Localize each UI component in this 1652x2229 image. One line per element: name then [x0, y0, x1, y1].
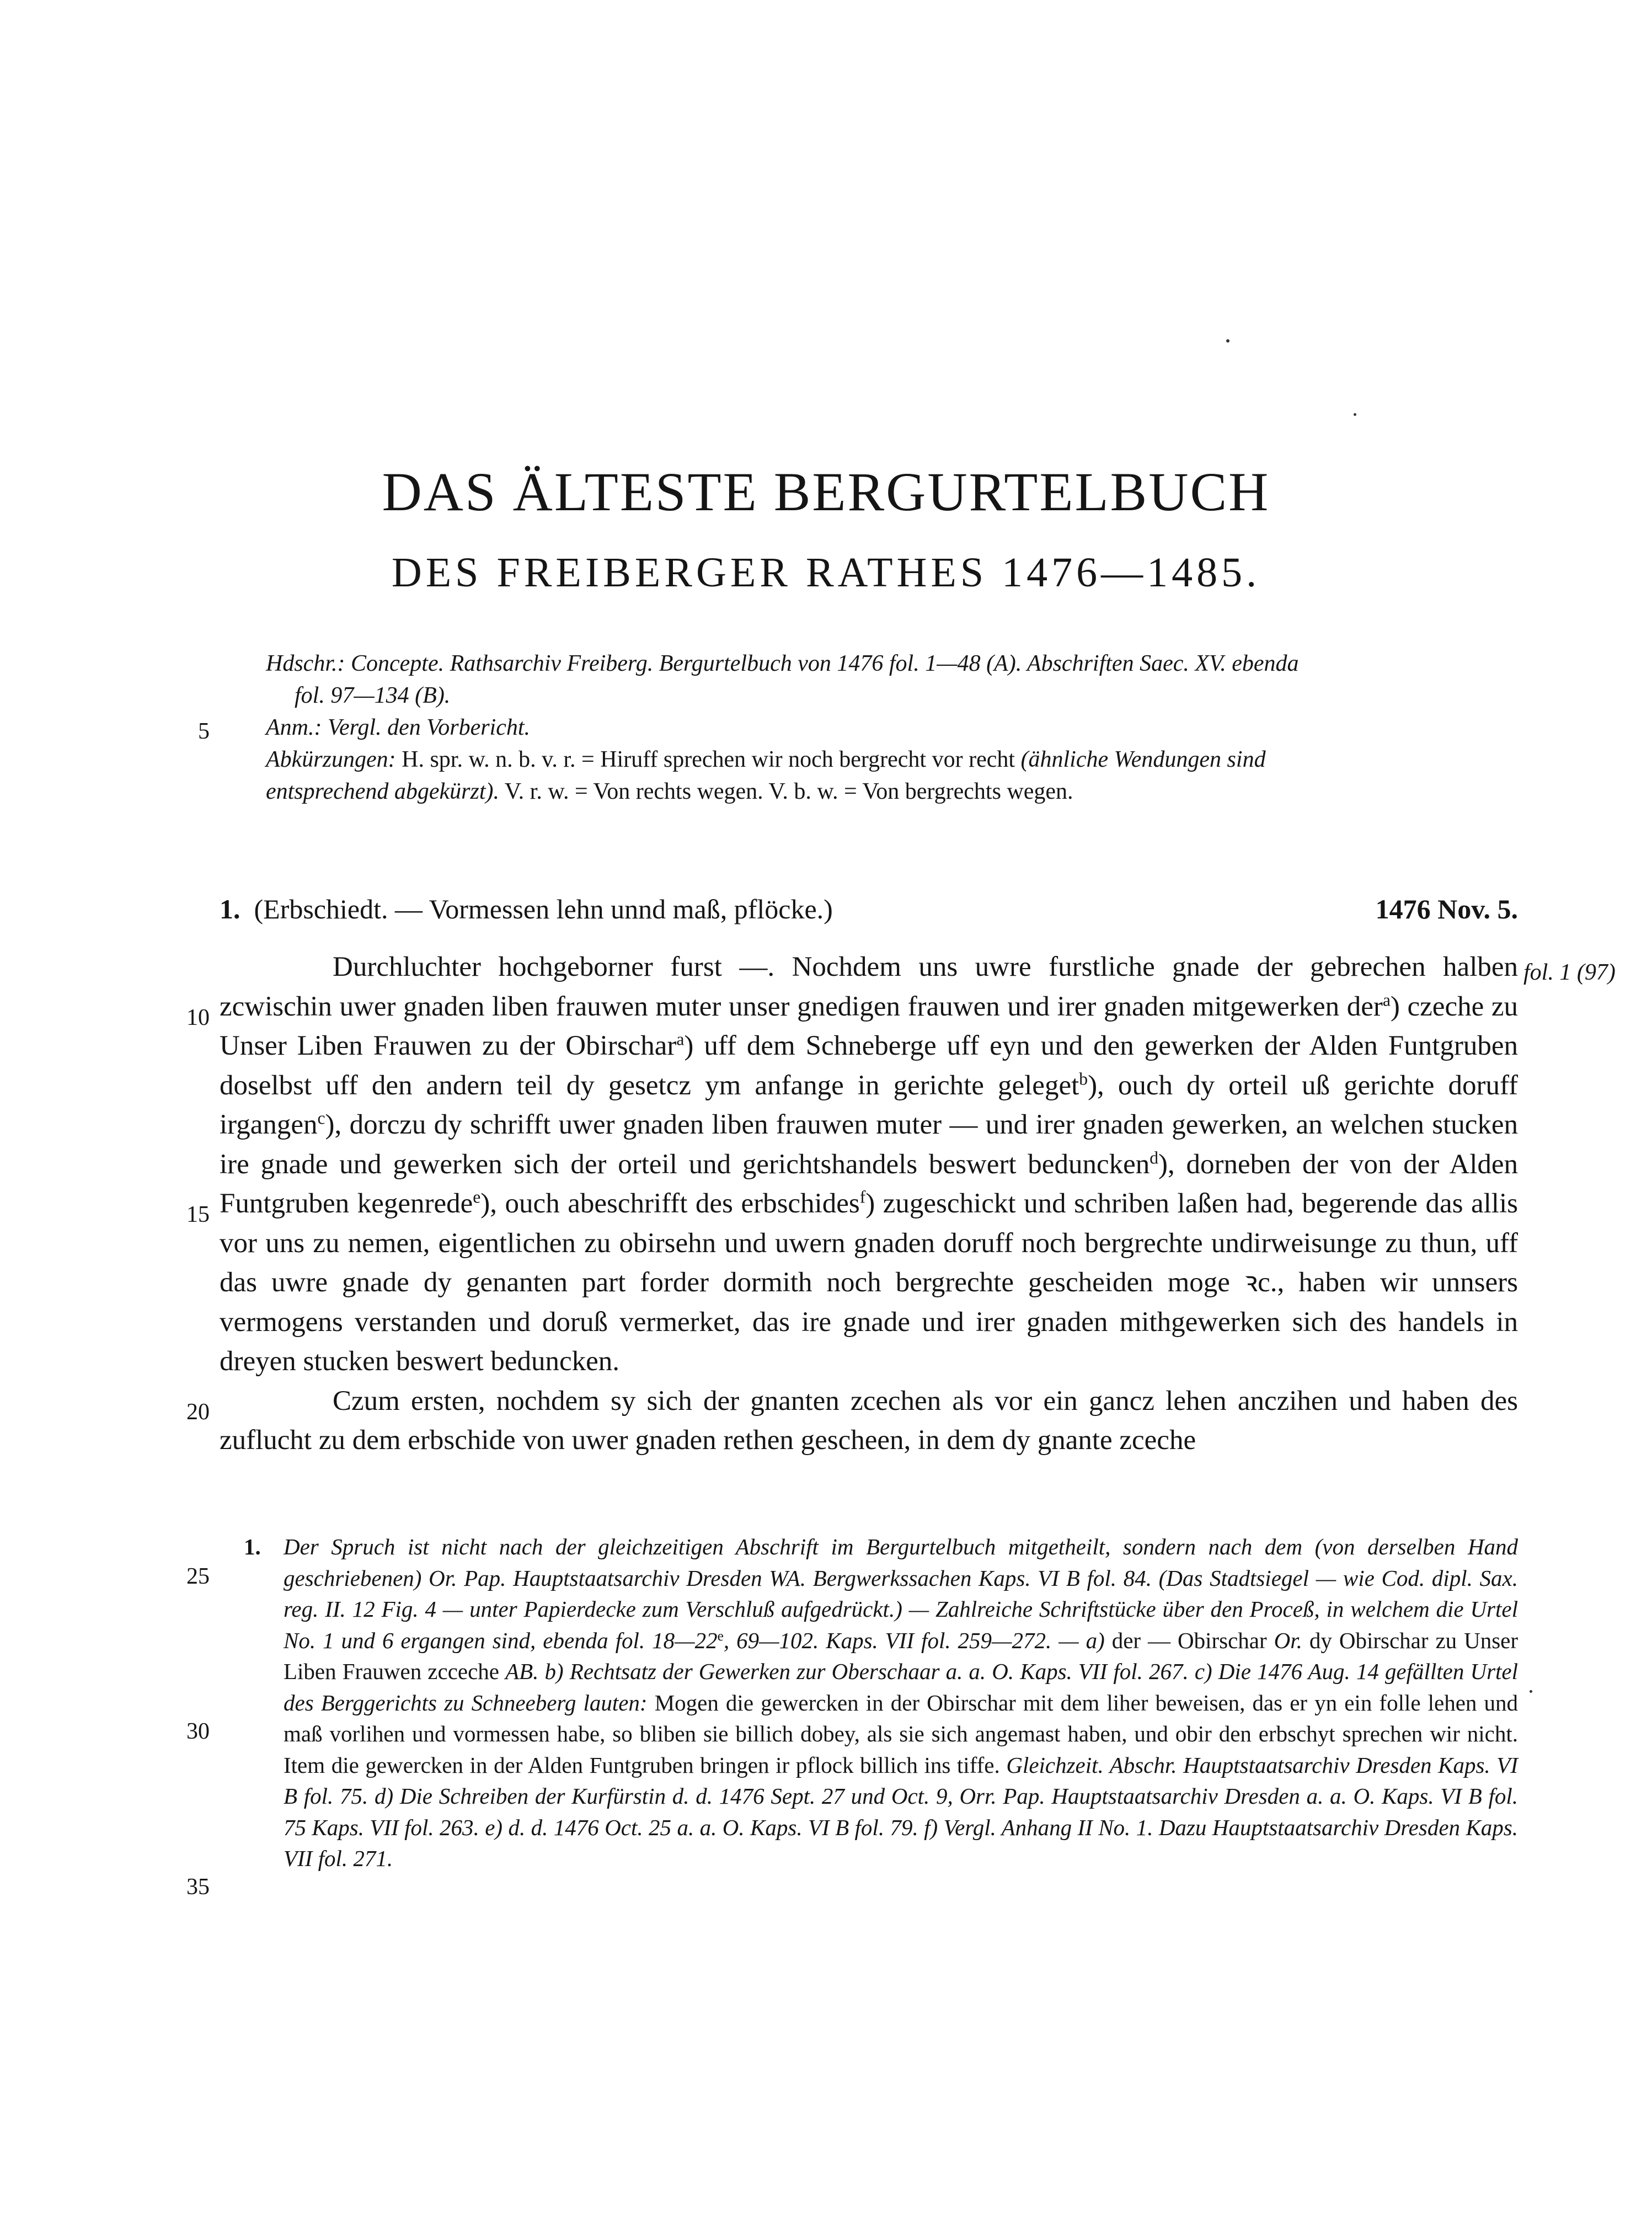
- source-info: [266, 648, 1518, 808]
- text-run: ), ouch abeschrifft des erbschides: [480, 1188, 860, 1219]
- footnote-quote: dy Obirschar zu Unser Liben Frauwen zcceche: [284, 1627, 1519, 1684]
- line-number: 10: [186, 1005, 210, 1030]
- document-heading: [220, 892, 1518, 926]
- body-paragraph-2: Czum ersten, nochdem sy sich der gnanten zcechen als vor ein gancz lehen anczihen und haben des zuflucht zu dem erbschide von uwer gnaden rethen gescheen, in dem dy gnante zceche: [220, 1385, 1518, 1456]
- line-number: 20: [186, 1399, 210, 1425]
- manuscript-line: [266, 648, 1518, 680]
- manuscript-line-cont: [266, 680, 1518, 712]
- annotation-label: Anm.:: [266, 715, 322, 740]
- text-run: ) czeche zu Unser Liben Frauwen zu der Obirschar: [220, 991, 1518, 1061]
- footnote-text: , 69—102. Kaps. VII fol. 259—272. — a): [723, 1627, 1105, 1653]
- footnote-text: f) Vergl. Anhang II No. 1. Dazu Hauptstaatsarchiv Dresden Kaps. VII fol. 271.: [284, 1814, 1518, 1871]
- footnote-mark: a: [1382, 990, 1391, 1010]
- abbreviations-label: Abkürzungen:: [266, 747, 396, 772]
- footnote-mark: e: [473, 1187, 481, 1207]
- footnote-mark: b: [1079, 1069, 1088, 1089]
- manuscript-text: Concepte. Rathsarchiv Freiberg. Bergurtelbuch von 1476 fol. 1—48 (A). Abschriften Saec. XV. ebenda: [351, 651, 1299, 676]
- page-title: DAS ÄLTESTE BERGURTELBUCH: [382, 461, 1270, 522]
- document-number: 1.: [220, 894, 240, 924]
- abbreviations-note: (ähnliche Wendungen sind: [1020, 747, 1266, 772]
- line-number: 30: [186, 1719, 210, 1744]
- footnote-text: AB.: [505, 1659, 539, 1684]
- document-heading-left: [220, 892, 833, 926]
- line-number: 25: [186, 1564, 210, 1589]
- abbreviations-text: H. spr. w. n. b. v. r. = Hiruff sprechen wir noch bergrecht vor recht: [402, 747, 1015, 772]
- footnote-mark: d: [1150, 1148, 1159, 1168]
- footnote-text: Or.: [1274, 1627, 1302, 1653]
- text-run: ), dorneben der von der Alden Funtgruben kegenrede: [220, 1148, 1518, 1219]
- text-run: ), ouch dy orteil uß gerichte doruff irgangen: [220, 1070, 1518, 1140]
- scan-speck: [1354, 413, 1356, 416]
- line-number: 15: [186, 1202, 210, 1227]
- text-run: Durchluchter hochgeborner furst —. Nochdem uns uwre furstliche gnade der gebrechen halben zcwischin uwer gnaden liben frauwen muter unser gnedigen frauwen und irer gnaden mitgewerken der: [220, 952, 1518, 1022]
- abbreviations-line-cont: [266, 776, 1518, 808]
- footnote-superscript: e: [717, 1628, 724, 1644]
- manuscript-text-cont: fol. 97—134 (B).: [295, 683, 451, 708]
- footnote-text: Gleichzeit. Abschr. Hauptstaatsarchiv Dresden Kaps. VI B fol. 75. d) Die Schreiben der Kurfürstin d. d. 1476 Sept. 27 und Oct. 9, Orr. Pap. Hauptstaatsarchiv Dresden a. a. O. Kaps. VI B fol. 75 Kaps. VII fol. 263.: [284, 1752, 1518, 1840]
- scan-speck: [1226, 339, 1229, 343]
- body-paragraph-1: [220, 948, 1518, 1382]
- annotation-line: [266, 712, 1518, 744]
- footnote-mark: a: [676, 1029, 685, 1049]
- document-title: (Erbschiedt. — Vormessen lehn unnd maß, pflöcke.): [254, 894, 833, 924]
- annotation-text: Vergl. den Vorbericht.: [327, 715, 531, 740]
- abbreviations-note-cont: entsprechend abgekürzt).: [266, 779, 499, 804]
- manuscript-label: Hdschr.:: [266, 651, 345, 676]
- text-run: ), dorczu dy schrifft uwer gnaden liben frauwen muter — und irer gnaden gewerken, an welchen stucken ire gnade und gewerken sich der orteil und gerichtshandels beswert beduncken: [220, 1109, 1518, 1180]
- document-body: [220, 948, 1518, 1461]
- document-date: 1476 Nov. 5.: [1375, 894, 1518, 924]
- scan-speck: [1530, 1690, 1532, 1693]
- abbreviations-text-cont: V. r. w. = Von rechts wegen. V. b. w. = Von bergrechts wegen.: [504, 779, 1073, 804]
- text-run: ) uff dem Schneberge uff eyn und den gewerken der Alden Funtgruben doselbst uff den andern teil dy gesetcz ym anfange in gerichte geleget: [220, 1030, 1518, 1101]
- footnote-text: Der Spruch ist nicht nach der gleichzeitigen Abschrift im Bergurtelbuch mitgetheilt, sondern nach dem (von derselben Hand geschriebenen) Or. Pap. Hauptstaatsarchiv Dresden WA. Bergwerkssachen Kaps. VI B fol. 84. (Das Stadtsiegel — wie Cod. dipl. Sax. reg. II. 12 Fig. 4 — unter Papierdecke zum Verschluß aufgedrückt.) — Zahlreiche Schriftstücke über den Proceß, in welchem die Urtel No. 1 und 6 ergangen sind, ebenda fol. 18—22: [284, 1534, 1518, 1653]
- footnote-text: b) Rechtsatz der Gewerken zur Oberschaar a. a. O. Kaps. VII fol. 267. c) Die 1476 Aug. 14 gefällten Urtel des Berggerichts zu Schneeberg lauten:: [284, 1659, 1519, 1715]
- line-number: 5: [198, 719, 210, 744]
- footnote-quote: der — Obirschar: [1111, 1627, 1267, 1653]
- footnote-mark: f: [859, 1187, 866, 1207]
- footnote-mark: c: [317, 1108, 325, 1128]
- footnote-1: [244, 1531, 1519, 1874]
- marginal-folio: fol. 1 (97): [1523, 960, 1616, 985]
- footnote-number: 1.: [244, 1534, 261, 1559]
- footnote-text: e) d. d. 1476 Oct. 25 a. a. O. Kaps. VI B fol. 79.: [485, 1814, 918, 1840]
- abbreviations-line: [266, 744, 1518, 776]
- line-number: 35: [186, 1874, 210, 1900]
- footnote-quote: Mogen die gewercken in der Obirschar mit dem liher beweisen, das er yn ein folle lehen und maß vorlihen und vormessen habe, so bliben sie billich dobey, als sie sich angemast haben, und obir den erbschyt sprechen wir nicht. Item die gewercken in der Alden Funtgruben bringen ir pflock billich ins tiffe.: [284, 1690, 1519, 1778]
- page-subtitle: DES FREIBERGER RATHES 1476—1485.: [391, 549, 1261, 596]
- footnotes: [244, 1531, 1519, 1874]
- text-run: ) zugeschickt und schriben laßen had, begerende das allis vor uns zu nemen, eigentlichen zu obirsehn und uwern gnaden doruff noch bergrechte undirweisunge zu thun, uff das uwre gnade dy genanten part forder dormith noch bergrechte gescheiden moge ꝛc., haben wir unnsers vermogens verstanden und doruß vermerket, das ire gnade und irer gnaden mithgewerken sich des handels in dreyen stucken beswert beduncken.: [220, 1188, 1518, 1377]
